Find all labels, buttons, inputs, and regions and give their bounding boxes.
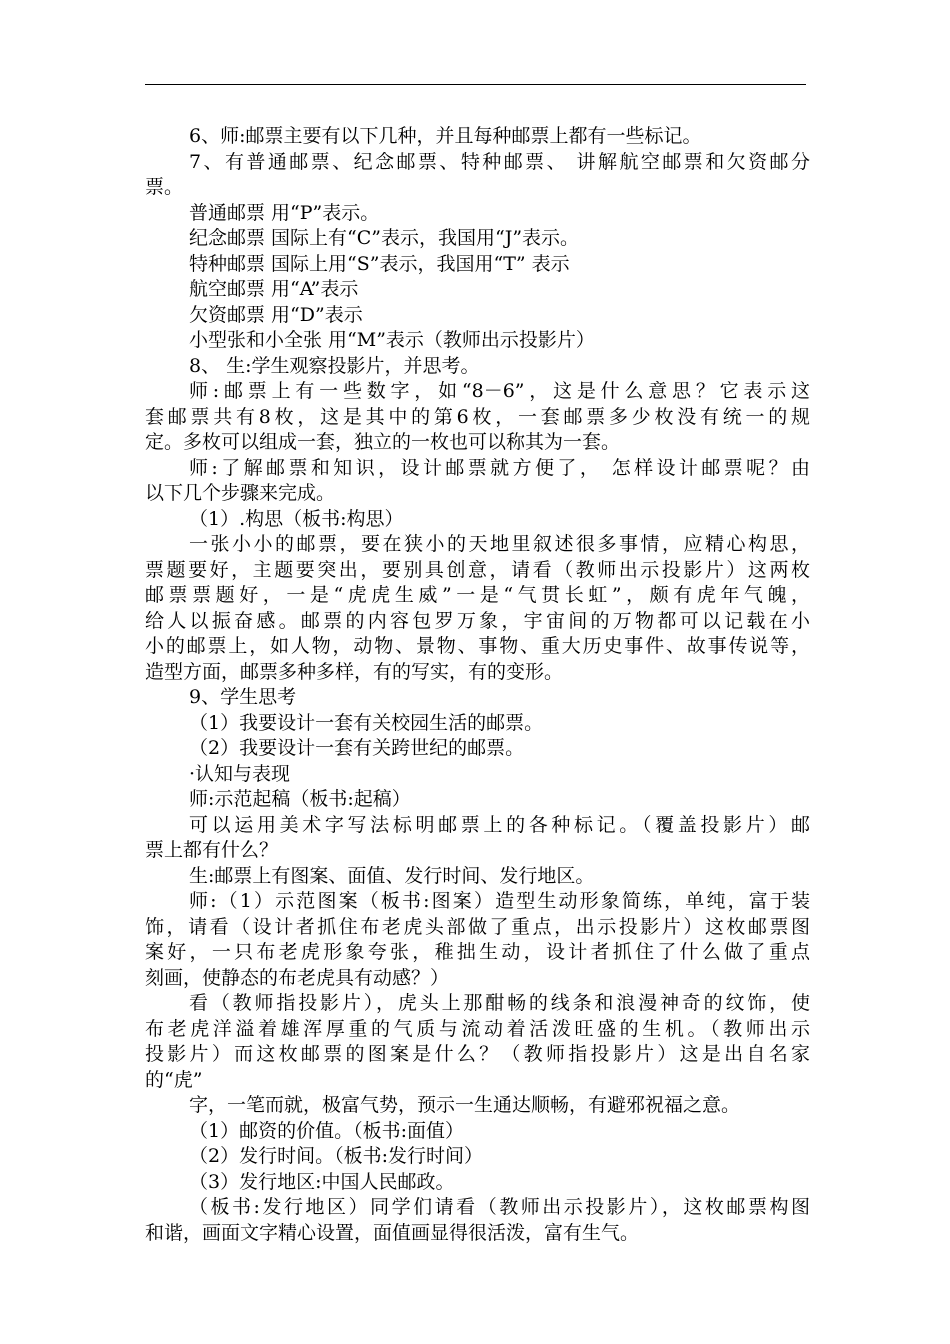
text-line: （1）我要设计一套有关校园生活的邮票。 [189,711,544,734]
text-line: （2）我要设计一套有关跨世纪的邮票。 [189,737,525,759]
text-line: 6、师:邮票主要有以下几种，并且每种邮票上都有一些标记。 [189,125,702,147]
text-line: 投影片）而这枚邮票的图案是什么？（教师指投影片）这是出自名家 [145,1043,810,1065]
text-line: 给人以振奋感。邮票的内容包罗万象，宇宙间的万物都可以记载在小 [145,609,810,632]
text-line: 布老虎洋溢着雄浑厚重的气质与流动着活泼旺盛的生机。（教师出示 [145,1017,810,1040]
text-line: 师:（1）示范图案（板书:图案）造型生动形象简练，单纯，富于装 [189,890,810,912]
text-line: 生:邮票上有图案、面值、发行时间、发行地区。 [189,864,595,887]
text-line: ·认知与表现 [189,762,291,785]
text-line: 案好，一只布老虎形象夸张，稚拙生动，设计者抓住了什么做了重点 [145,941,810,963]
text-line: 票。 [145,176,184,198]
text-line: 可以运用美术字写法标明邮票上的各种标记。（覆盖投影片）邮 [189,813,810,836]
text-line: 特种邮票 国际上用“S”表示，我国用“T” 表示 [189,252,570,275]
text-line: 小型张和小全张 用“M”表示（教师出示投影片） [189,329,595,351]
text-line: 一张小小的邮票，要在狭小的天地里叙述很多事情，应精心构思， [189,533,810,555]
text-line: 造型方面，邮票多种多样，有的写实，有的变形。 [145,660,564,683]
text-line: （1）.构思（板书:构思） [189,507,404,530]
text-line: 和谐，画面文字精心设置，面值画显得很活泼，富有生气。 [145,1221,640,1244]
text-line: 欠资邮票 用“D”表示 [189,303,363,326]
text-line: 饰，请看（设计者抓住布老虎头部做了重点，出示投影片）这枚邮票图 [145,915,810,938]
text-line: 票上都有什么？ [145,839,279,861]
text-line: 师:示范起稿（板书:起稿） [189,788,411,810]
text-line: 师:邮票上有一些数字，如“8－6”，这是什么意思？它表示这 [189,380,810,402]
text-line: 7、有普通邮票、纪念邮票、特种邮票、 讲解航空邮票和欠资邮分 [189,150,810,173]
text-line: 票题要好，主题要突出，要别具创意，请看（教师出示投影片）这两枚 [145,558,810,581]
header-rule [145,84,806,85]
text-line: （2）发行时间。（板书:发行时间） [189,1145,483,1167]
text-line: 纪念邮票 国际上有“C”表示，我国用“J”表示。 [189,227,580,249]
text-line: 以下几个步骤来完成。 [145,482,336,504]
text-line: 9、学生思考 [189,686,297,708]
text-line: 师:了解邮票和知识，设计邮票就方便了， 怎样设计邮票呢？由 [189,456,810,479]
text-line: 套邮票共有8枚，这是其中的第6枚，一套邮票多少枚没有统一的规 [145,405,810,428]
text-line: 航空邮票 用“A”表示 [189,278,359,300]
text-line: （板书:发行地区）同学们请看（教师出示投影片），这枚邮票构图 [189,1196,810,1218]
text-line: 看（教师指投影片），虎头上那酣畅的线条和浪漫神奇的纹饰，使 [189,992,810,1014]
text-line: （1）邮资的价值。（板书:面值） [189,1119,464,1142]
text-line: 刻画，使静态的布老虎具有动感？） [145,966,450,989]
document-body [145,124,810,1246]
text-line: 8、 生:学生观察投影片，并思考。 [189,354,480,377]
text-line: 的“虎” [145,1068,203,1091]
text-line: 普通邮票 用“P”表示。 [189,201,380,224]
text-line: 定。多枚可以组成一套，独立的一枚也可以称其为一套。 [145,431,621,453]
text-line: （3）发行地区:中国人民邮政。 [189,1170,455,1193]
text-line: 字，一笔而就，极富气势，预示一生通达顺畅，有避邪祝福之意。 [189,1094,741,1116]
text-line: 小的邮票上，如人物，动物、景物、事物、重大历史事件、故事传说等， [145,635,810,657]
text-line: 邮票票题好，一是“虎虎生威”一是“气贯长虹”，颇有虎年气魄， [145,584,810,606]
